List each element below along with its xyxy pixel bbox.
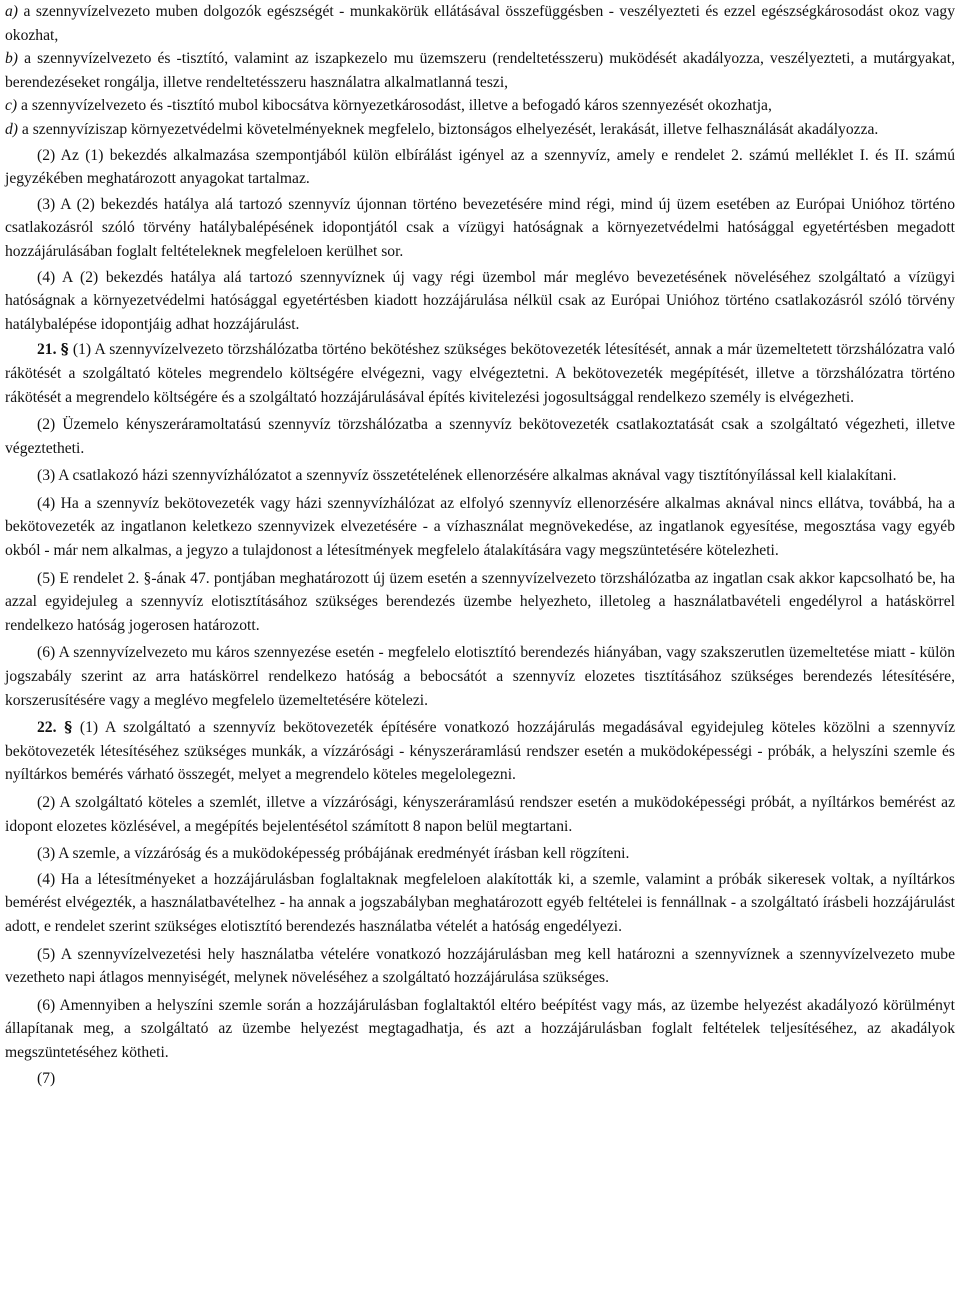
- section-22-7: [5, 1067, 955, 1091]
- item-letter: d): [5, 120, 18, 138]
- section-21-3: [5, 464, 955, 488]
- list-item-c: [5, 94, 955, 118]
- list-item-a: [5, 0, 955, 47]
- paragraph-text: (2) Üzemelo kényszeráramoltatású szennyvíz törzshálózatba a szennyvíz bekötovezeték csatlakoztatását csak a szolgáltató végezheti, illetve végeztetheti.: [5, 416, 955, 457]
- list-item-b: [5, 47, 955, 94]
- section-21-2: [5, 413, 955, 460]
- section-number: 22.: [37, 719, 57, 737]
- paragraph-20-4: [5, 266, 955, 337]
- paragraph-text: (3) A csatlakozó házi szennyvízhálózatot a szennyvíz összetételének ellenorzésére alkalmas aknával vagy tisztítónyílással kell kialakítani.: [37, 467, 897, 485]
- paragraph-text: (2) A szolgáltató köteles a szemlét, illetve a vízzárósági, kényszeráramlású rendszer esetén a muködoképességi próbát, a nyíltárkos bemérést az idopont elozetes közlésével, a megépítés bejelentésétol számított 8 napon belül megtartani.: [5, 794, 955, 835]
- section-21-5: [5, 567, 955, 638]
- list-item-d: [5, 118, 955, 142]
- paragraph-text: (3) A (2) bekezdés hatálya alá tartozó szennyvíz újonnan történo bevezetésére mind régi, mind új üzem esetében az Európai Unióhoz történo csatlakozásról szóló törvény hatálybalépésének idopontjától csak a vízügyi hatóságnak a környezetvédelmi hatósággal egyetértésben megadott hozzájárulásában foglalt feltételeknek megfeleloen kerülhet sor.: [5, 195, 955, 260]
- section-22-4: [5, 868, 955, 939]
- section-21-1: [5, 338, 955, 409]
- section-21-6: [5, 641, 955, 712]
- section-22-1: [5, 716, 955, 787]
- paragraph-text: (6) Amennyiben a helyszíni szemle során a hozzájárulásban foglaltaktól eltéro beépítést vagy más, az üzembe helyezést akadályozó körülményt állapítanak meg, a szolgáltató az üzembe helyezést megtagadhatja, és azt a hozzájárulásban foglalt feltételek teljesítéséhez, az akadályok megszüntetéséhez kötheti.: [5, 996, 955, 1061]
- paragraph-20-2: [5, 144, 955, 191]
- paragraph-text: (7): [37, 1069, 56, 1087]
- paragraph-20-3: [5, 193, 955, 264]
- paragraph-text: (1) A szolgáltató a szennyvíz bekötovezeték építésére vonatkozó hozzájárulás megadásával egyidejuleg köteles közölni a szennyvíz bekötovezeték létesítéséhez szükséges munkák, a vízzárósági - kényszeráramlású rendszer esetén a muködoképességi - próbák, a helyszíni szemle és nyíltárkos bemérés várható összegét, melyet a megrendelo köteles megelolegezni.: [5, 719, 955, 784]
- item-letter: b): [5, 50, 18, 68]
- paragraph-sign: §: [64, 718, 73, 737]
- item-text: a szennyvízelvezeto és -tisztító mubol kibocsátva környezetkárosodást, illetve a befogadó káros szennyezését okozhatja,: [17, 97, 772, 115]
- item-letter: a): [5, 3, 18, 20]
- item-letter: c): [5, 97, 18, 115]
- item-text: a szennyvíziszap környezetvédelmi követelményeknek megfelelo, biztonságos elhelyezését, lerakását, illetve felhasználását akadályozza.: [18, 120, 879, 138]
- paragraph-text: (5) A szennyvízelvezetési hely használatba vételére vonatkozó hozzájárulásban meg kell határozni a szennyvíznek a szennyvízelvezeto mube vezetheto napi átlagos mennyiségét, melynek növeléséhez a szolgáltató hozzájárulása szükséges.: [5, 945, 955, 987]
- section-22-3: [5, 842, 955, 866]
- paragraph-text: (4) A (2) bekezdés hatálya alá tartozó szennyvíznek új vagy régi üzembol már meglévo bevezetésének növeléséhez szolgáltató a vízügyi hatóságnak a környezetvédelmi hatósággal egyetértésben kiadott hozzájárulása nélkül csak az Európai Unióhoz történo csatlakozásról szóló törvény hatálybalépése idopontjáig adhat hozzájárulást.: [5, 268, 955, 333]
- section-22-2: [5, 791, 955, 838]
- paragraph-text: (6) A szennyvízelvezeto mu káros szennyezése esetén - megfelelo elotisztító berendezés hiányában, vagy szakszerutlen üzemeltetése miatt - külön jogszabály szerint az arra hatáskörrel rendelkezo hatóság a bebocsátót a szennyvíz elozetes tisztításához szükséges berendezés létesítésére, korszerusítésére vagy a meglévo megfelelo üzemeltetésére kötelezi.: [5, 644, 955, 709]
- paragraph-text: (3) A szemle, a vízzáróság és a muködoképesség próbájának eredményét írásban kell rögzíteni.: [37, 845, 630, 863]
- item-text: a szennyvízelvezeto muben dolgozók egészségét - munkakörük ellátásával összefüggésben - veszélyezteti és ezzel egészségkárosodást okoz vagy okozhat,: [5, 3, 955, 44]
- section-21-4: [5, 492, 955, 563]
- paragraph-text: (4) Ha a létesítményeket a hozzájárulásban foglaltaknak megfeleloen alakították ki, a szemle, valamint a próbák sikeresek voltak, a nyíltárkos bemérést elvégezték, a használatbavételhez - ha annak a jogszabályban meghatározott egyéb feltételei is fennállnak - a szolgáltató írásbeli hozzájárulást adott, e rendelet szerint szükséges elotisztító berendezés használatba vételét a hatóság engedélyezi.: [5, 870, 955, 935]
- paragraph-text: (1) A szennyvízelvezeto törzshálózatba történo bekötéshez szükséges bekötovezeték létesítését, annak a már üzemeltetett törzshálózatra való rákötését a szolgáltató köteles megrendelo költségére elvégezni, vagy elvégeztetni. A bekötovezeték megépítését, illetve a törzshálózatra történo rákötését a megrendelo költségére és a szolgáltató hozzájárulásával építés kivitelezési jogosultsággal rendelkezo személy is elvégezheti.: [5, 341, 955, 406]
- paragraph-sign: §: [60, 340, 69, 359]
- item-text: a szennyvízelvezeto és -tisztító, valamint az iszapkezelo mu üzemszeru (rendeltetésszeru) muködését akadályozza, veszélyezteti, a mutárgyakat, berendezéseket rongálja, illetve rendeltetésszeru használatra alkalmatlanná teszi,: [5, 50, 955, 91]
- paragraph-text: (4) Ha a szennyvíz bekötovezeték vagy házi szennyvízhálózat az elfolyó szennyvíz ellenorzésére alkalmas aknával nincs ellátva, továbbá, ha a bekötovezeték az ingatlanon keletkezo szennyvizek elvezetésére - a vízhasználat megnövekedése, az ingatlanok egyesítése, megosztása vagy egyéb okból - már nem alkalmas, a jegyzo a tulajdonost a létesítmények megfelelo átalakítására vagy megszüntetésére kötelezheti.: [5, 494, 955, 560]
- section-22-6: [5, 994, 955, 1065]
- section-number: 21.: [37, 341, 57, 359]
- section-22-5: [5, 943, 955, 990]
- paragraph-text: (2) Az (1) bekezdés alkalmazása szempontjából külön elbírálást igényel az a szennyvíz, amely e rendelet 2. számú melléklet I. és II. számú jegyzékében meghatározott anyagokat tartalmaz.: [5, 146, 955, 188]
- paragraph-text: (5) E rendelet 2. §-ának 47. pontjában meghatározott új üzem esetén a szennyvízelvezeto törzshálózatba az ingatlan csak akkor kapcsolható be, ha azzal egyidejuleg a szennyvíz elotisztításához szükséges berendezés üzembe helyezheto, illetoleg a használatbavételi engedélyrol a hatáskörrel rendelkezo hatóság jogerosen határozott.: [5, 569, 955, 634]
